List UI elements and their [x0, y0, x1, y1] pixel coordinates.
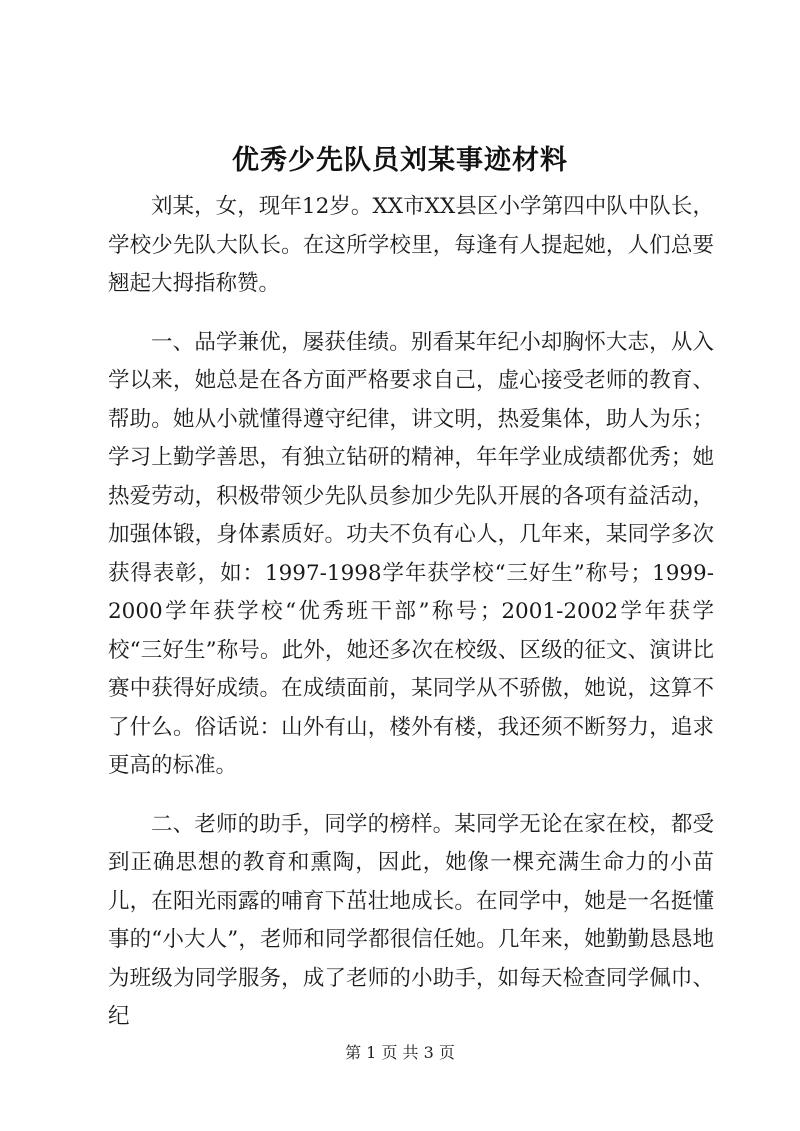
paragraph-section-one: 一、品学兼优，屡获佳绩。别看某年纪小却胸怀大志，从入学以来，她总是在各方面严格要求自己，虚心接受老师的教育、帮助。她从小就懂得遵守纪律，讲文明，热爱集体，助人为乐；学习上勤学善思，有独立钻研的精神，年年学业成绩都优秀；她热爱劳动，积极带领少先队员参加少先队开展的各项有益活动，加强体锻，身体素质好。功夫不负有心人，几年来，某同学多次获得表彰，如：1997-1998学年获学校“三好生”称号；1999-2000学年获学校“优秀班干部”称号；2001-2002学年获学校“三好生”称号。此外，她还多次在校级、区级的征文、演讲比赛中获得好成绩。在成绩面前，某同学从不骄傲，她说，这算不了什么。俗话说：山外有山，楼外有楼，我还须不断努力，追求更高的标准。 — [108, 329, 714, 778]
document-body — [108, 188, 714, 1057]
paragraph-intro: 刘某，女，现年12岁。XX市XX县区小学第四中队中队长，学校少先队大队长。在这所学校里，每逢有人提起她，人们总要翘起大拇指称赞。 — [108, 194, 714, 296]
document-title: 优秀少先队员刘某事迹材料 — [232, 145, 568, 176]
paragraph-section-two: 二、老师的助手，同学的榜样。某同学无论在家在校，都受到正确思想的教育和熏陶，因此，她像一棵充满生命力的小苗儿，在阳光雨露的哺育下茁壮地成长。在同学中，她是一名挺懂事的“小大人”，老师和同学都很信任她。几年来，她勤勤恳恳地为班级为同学服务，成了老师的小助手，如每天检查同学佩巾、纪 — [108, 811, 714, 1029]
page-number-footer: 第 1 页 共 3 页 — [345, 1043, 455, 1062]
